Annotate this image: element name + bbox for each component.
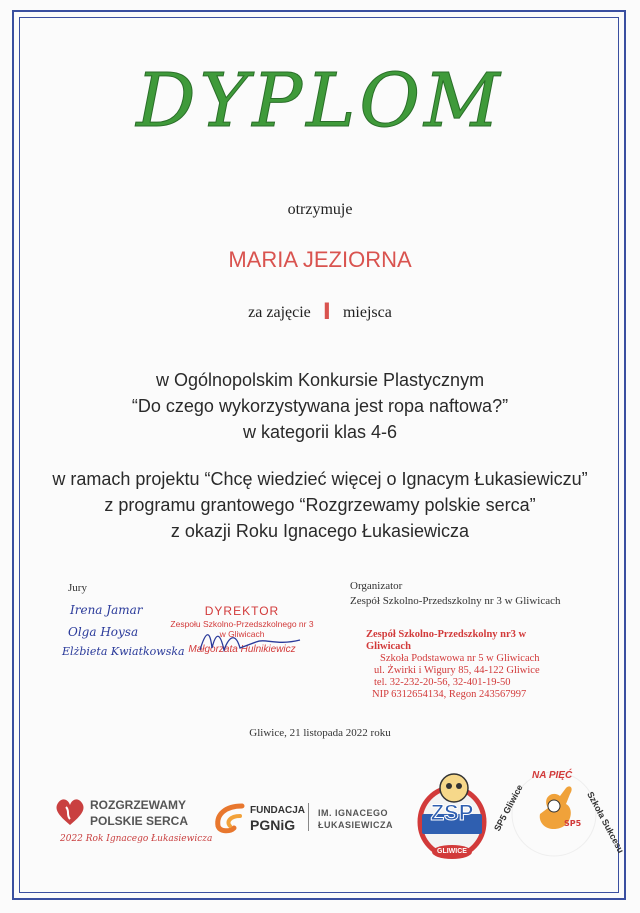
sp5-ring-left: SP5 Gliwice bbox=[492, 782, 525, 833]
place-number: I bbox=[322, 300, 331, 325]
heart-icon bbox=[54, 797, 86, 827]
school-stamp bbox=[366, 629, 566, 701]
director-stamp-name: Małgorzata Hulnikiewicz bbox=[188, 644, 296, 655]
contest-theme: “Do czego wykorzystywana jest ropa naftowa?” bbox=[131, 396, 509, 416]
rps-line3: 2022 Rok Ignacego Łukasiewicza bbox=[60, 834, 213, 844]
director-stamp-line1: Zespołu Szkolno-Przedszkolnego nr 3 bbox=[170, 619, 314, 629]
logo-divider bbox=[308, 803, 309, 831]
director-stamp-line2: w Gliwicach bbox=[219, 629, 265, 639]
sp5-logo-icon bbox=[508, 768, 600, 860]
school-stamp-line1: Zespół Szkolno-Przedszkolny nr3 w Gliwicach bbox=[366, 629, 527, 652]
contest-line: w Ogólnopolskim Konkursie Plastycznym bbox=[155, 370, 485, 390]
place-line bbox=[0, 300, 640, 325]
receives-text: otrzymuje bbox=[287, 201, 353, 218]
sp5-ring-right: Szkoła Sukcesu bbox=[585, 790, 626, 855]
inner-border bbox=[19, 17, 619, 893]
jury-signature-1: Irena Jamar bbox=[70, 603, 143, 617]
organizer-name: Zespół Szkolno-Przedszkolny nr 3 w Gliwicach bbox=[350, 595, 561, 607]
place-prefix: za zajęcie bbox=[248, 304, 311, 321]
jury-signature-2: Olga Hoysa bbox=[68, 625, 139, 639]
jury-label: Jury bbox=[68, 582, 87, 594]
recipient-name: MARIA JEZIORNA bbox=[228, 247, 412, 272]
rps-line1: ROZGRZEWAMY bbox=[90, 798, 186, 812]
rps-line2: POLSKIE SERCA bbox=[90, 814, 189, 828]
sp5-top: NA PIĘĆ bbox=[532, 770, 573, 781]
diploma-title: DYPLOM bbox=[136, 58, 504, 144]
date-place: Gliwice, 21 listopada 2022 roku bbox=[249, 727, 391, 739]
category-line: w kategorii klas 4-6 bbox=[242, 422, 398, 442]
place-suffix: miejsca bbox=[342, 304, 392, 321]
occasion-line: z okazji Roku Ignacego Łukasiewicza bbox=[170, 521, 470, 541]
zsp-city: GLIWICE bbox=[437, 848, 467, 855]
svg-text:SP5: SP5 bbox=[564, 819, 582, 828]
jury-signature-3: Elżbieta Kwiatkowska bbox=[62, 645, 185, 658]
ignacy-line1: IM. IGNACEGO bbox=[318, 808, 389, 818]
organizer-label: Organizator bbox=[350, 580, 403, 592]
pgnig-flame-icon bbox=[212, 802, 248, 834]
school-stamp-line2: Szkoła Podstawowa nr 5 w Gliwicach bbox=[380, 653, 540, 664]
school-stamp-line3: ul. Żwirki i Wigury 85, 44-122 Gliwice bbox=[374, 665, 540, 676]
project-line: w ramach projektu “Chcę wiedzieć więcej o Ignacym Łukasiewiczu” bbox=[52, 469, 588, 489]
school-stamp-line4: tel. 32-232-20-56, 32-401-19-50 bbox=[374, 677, 511, 688]
zsp-text: ZSP bbox=[430, 800, 474, 825]
fundacja-line1: FUNDACJA bbox=[250, 805, 305, 816]
director-signature bbox=[196, 628, 306, 656]
director-stamp-title: DYREKTOR bbox=[204, 604, 280, 618]
school-stamp-line5: NIP 6312654134, Regon 243567997 bbox=[372, 689, 527, 700]
fundacja-line2: PGNiG bbox=[250, 817, 296, 833]
ignacy-line2: ŁUKASIEWICZA bbox=[318, 820, 393, 830]
program-line: z programu grantowego “Rozgrzewamy polskie serca” bbox=[104, 495, 536, 515]
